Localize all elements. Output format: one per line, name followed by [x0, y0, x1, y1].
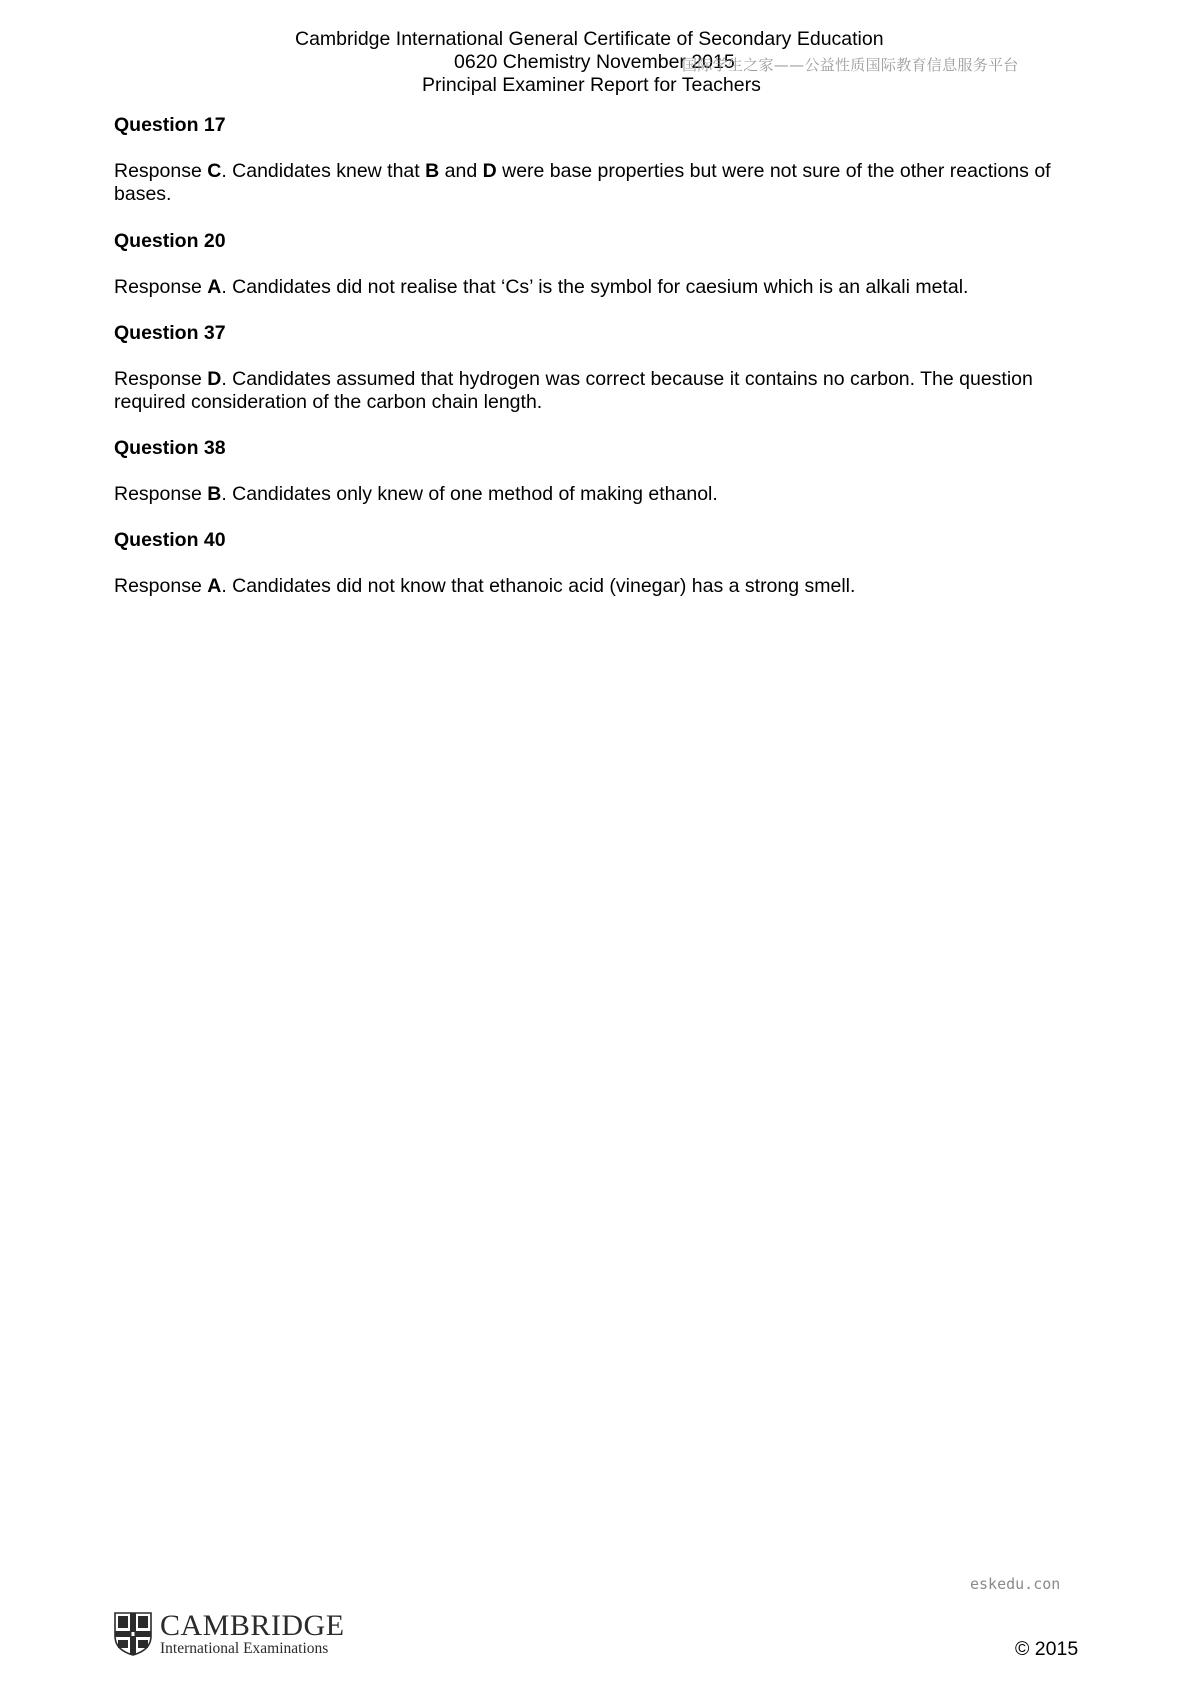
question-20-response — [114, 276, 1084, 299]
response-text: . Candidates assumed that hydrogen was correct because it contains no carbon. The question required consideration of the carbon chain length. — [114, 368, 1033, 413]
question-37-title: Question 37 — [114, 322, 226, 344]
footer-site-text: eskedu.con — [970, 1575, 1061, 1593]
response-text-part: were base properties but were not sure of the other reactions of bases. — [114, 160, 1051, 205]
logo-title: CAMBRIDGE — [160, 1609, 345, 1642]
response-text-part: . Candidates knew that — [221, 160, 426, 182]
response-text: . Candidates did not know that ethanoic acid (vinegar) has a strong smell. — [221, 575, 856, 597]
response-text: . Candidates only knew of one method of making ethanol. — [221, 483, 718, 505]
response-answer: B — [207, 483, 222, 505]
logo-subtitle: International Examinations — [160, 1640, 329, 1657]
response-label: Response — [114, 160, 208, 182]
header-line-1: Cambridge International General Certificate of Secondary Education — [295, 28, 884, 50]
question-38-title: Question 38 — [114, 437, 226, 459]
question-20-title: Question 20 — [114, 230, 226, 252]
response-label: Response — [114, 483, 208, 505]
question-37-response — [114, 368, 1084, 414]
option-letter: D — [482, 160, 497, 182]
question-17-response — [114, 160, 1084, 206]
response-text-part: and — [439, 160, 483, 182]
copyright-text: © 2015 — [1015, 1638, 1079, 1660]
response-answer: D — [207, 368, 222, 390]
crest-shield-icon — [114, 1612, 152, 1656]
question-38-response — [114, 483, 1084, 506]
question-40-title: Question 40 — [114, 529, 226, 551]
response-label: Response — [114, 575, 208, 597]
question-40-response — [114, 575, 1084, 598]
response-text: . Candidates did not realise that ‘Cs’ is the symbol for caesium which is an alkali metal. — [221, 276, 969, 298]
watermark-text: 国际学生之家——公益性质国际教育信息服务平台 — [682, 56, 1019, 74]
response-answer: A — [207, 276, 222, 298]
header-line-3: Principal Examiner Report for Teachers — [422, 74, 761, 96]
option-letter: B — [425, 160, 440, 182]
response-label: Response — [114, 276, 208, 298]
response-answer: A — [207, 575, 222, 597]
header-line-2: 0620 Chemistry November 2015 — [454, 51, 735, 73]
response-answer: C — [207, 160, 222, 182]
question-17-title: Question 17 — [114, 114, 226, 136]
cambridge-logo — [114, 1609, 354, 1658]
response-label: Response — [114, 368, 208, 390]
